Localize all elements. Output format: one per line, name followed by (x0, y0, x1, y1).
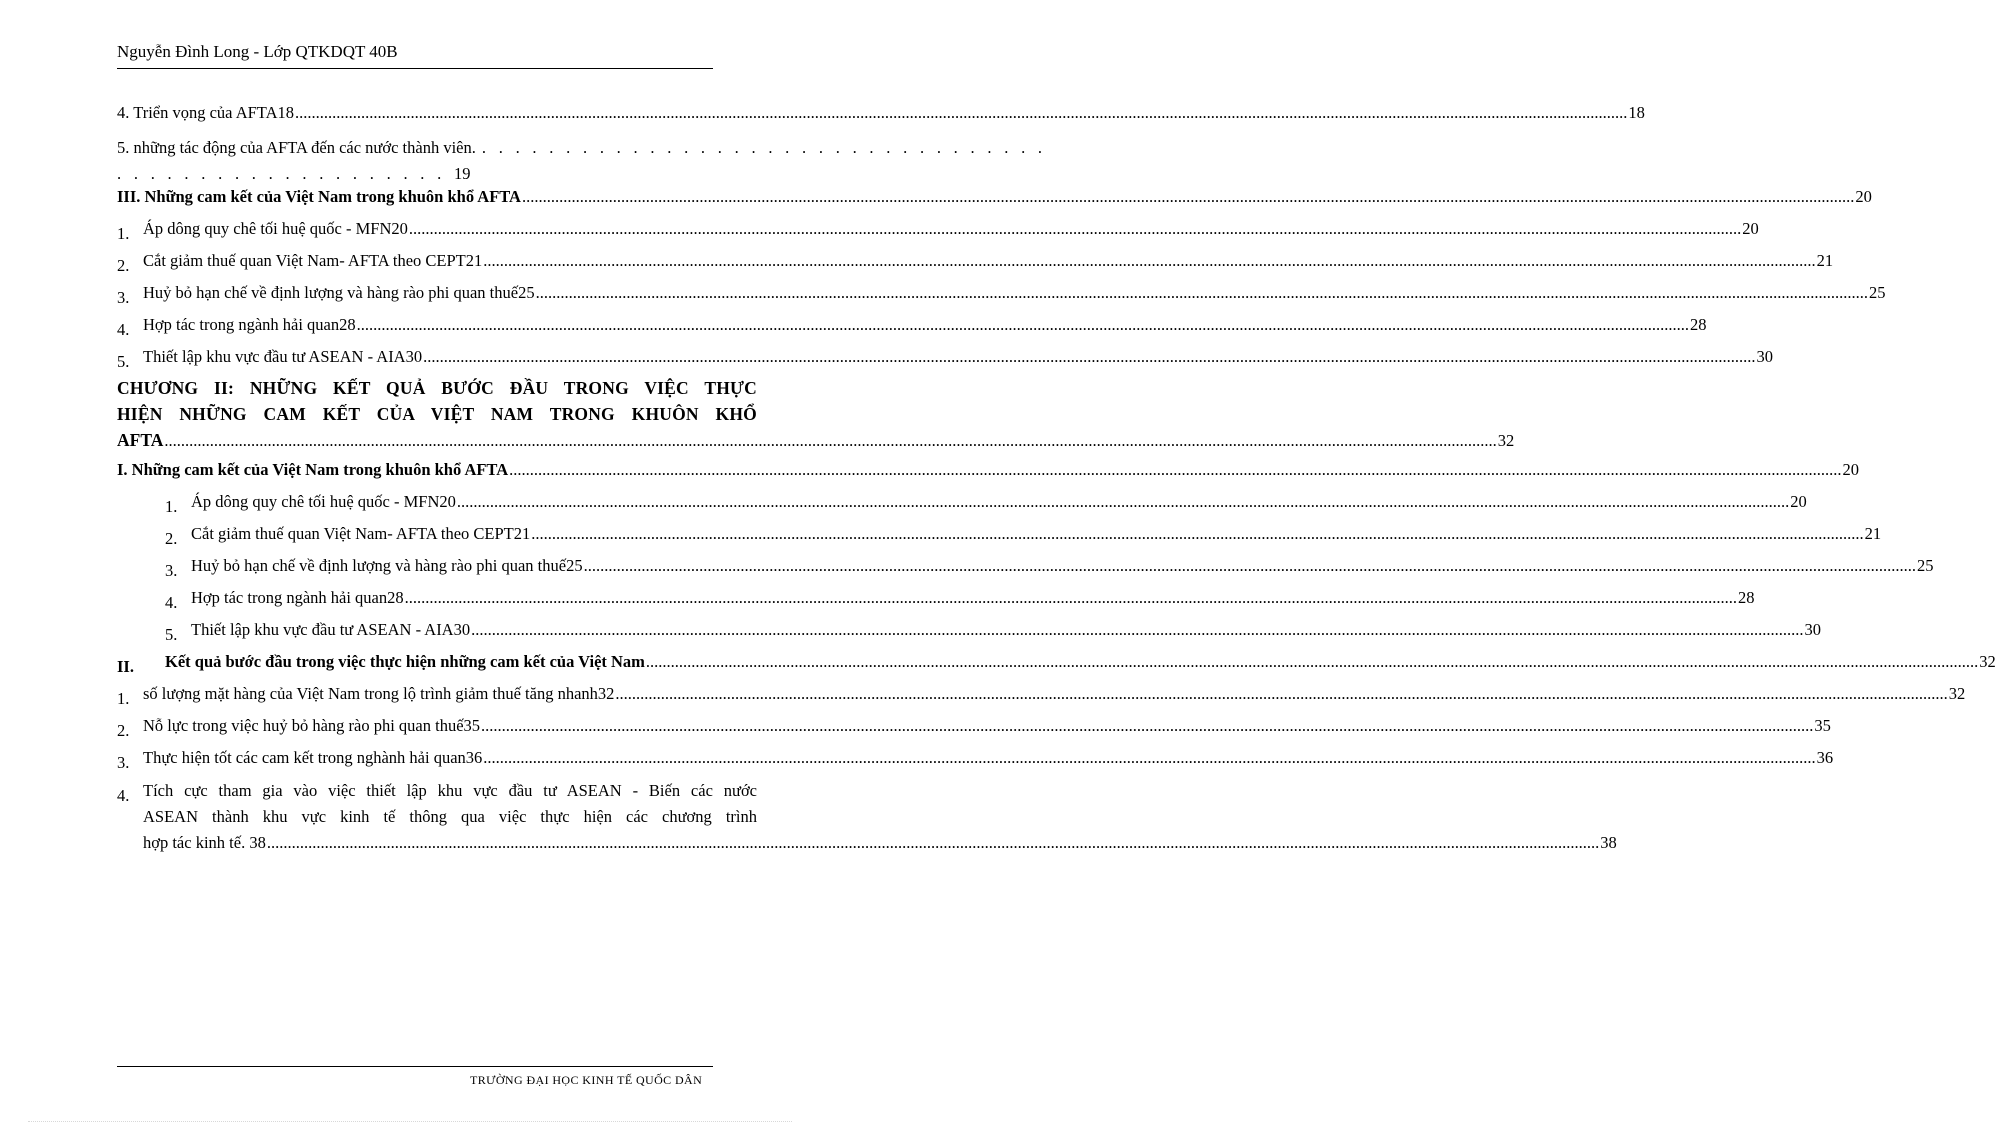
page-header: Nguyễn Đình Long - Lớp QTKDQT 40B (117, 42, 398, 61)
toc-section-heading[interactable]: I. Những cam kết của Việt Nam trong khuôn khổ AFTA ..... 20 (117, 460, 757, 492)
toc-entry[interactable]: 4. Hợp tác trong ngành hải quan28 ..... 28 (117, 315, 757, 347)
toc-entry[interactable]: 2. Nỗ lực trong việc huỷ bỏ hàng rào phi quan thuế35 ..... 35 (117, 716, 757, 748)
toc-entry[interactable]: 4. Tích cực tham gia vào việc thiết lập khu vực đầu tư ASEAN - Biến các nước ASEAN thành khu vực kinh tế thông qua việc thực hiện các chương trình hợp tác kinh tế. 38 ..... 38 (117, 778, 757, 856)
toc-entry[interactable]: 3. Huỷ bỏ hạn chế về định lượng và hàng rào phi quan thuế25 ..... 25 (117, 556, 757, 588)
toc-entry[interactable]: 2. Cắt giảm thuế quan Việt Nam- AFTA theo CEPT21 ..... 21 (117, 524, 757, 556)
toc-entry[interactable]: 4. Hợp tác trong ngành hải quan28 ..... 28 (117, 588, 757, 620)
toc-entry[interactable]: 5. những tác động của AFTA đến các nước thành viên. . . . . . . . . . . . . . . . . . . . . . . . . . . . . . . . . . . . . . . . . . . . . . . . . . . . . . . 19 (117, 138, 1047, 183)
toc-entry[interactable]: 1. Áp dông quy chê tối huệ quốc - MFN20 ..... 20 (117, 219, 757, 251)
toc-entry[interactable]: 1. số lượng mặt hàng của Việt Nam trong lộ trình giảm thuế tăng nhanh32 ..... 32 (117, 684, 757, 716)
toc-entry[interactable]: 4. Triển vọng của AFTA18 ..... 18 (117, 103, 757, 135)
footer-rule (117, 1066, 713, 1067)
toc-entry[interactable]: 2. Cắt giảm thuế quan Việt Nam- AFTA theo CEPT21 ..... 21 (117, 251, 757, 283)
toc-section-heading[interactable]: II. Kết quả bước đầu trong việc thực hiện những cam kết của Việt Nam ..... 32 (117, 652, 757, 684)
toc-entry[interactable]: 3. Thực hiện tốt các cam kết trong nghành hải quan36 ..... 36 (117, 748, 757, 778)
toc-entry[interactable]: 5. Thiết lập khu vực đầu tư ASEAN - AIA30 ..... 30 (117, 347, 757, 375)
toc-entry[interactable]: 3. Huỷ bỏ hạn chế về định lượng và hàng rào phi quan thuế25 ..... 25 (117, 283, 757, 315)
toc-entry[interactable]: 1. Áp dông quy chê tối huệ quốc - MFN20 ..... 20 (117, 492, 757, 524)
toc-entry[interactable]: 5. Thiết lập khu vực đầu tư ASEAN - AIA30 ..... 30 (117, 620, 757, 652)
page-footer: TRƯỜNG ĐẠI HỌC KINH TẾ QUỐC DÂN (470, 1073, 703, 1087)
table-of-contents (117, 103, 1996, 856)
toc-chapter-heading[interactable]: CHƯƠNG II: NHỮNG KẾT QUẢ BƯỚC ĐẦU TRONG VIỆC THỰC HIỆN NHỮNG CAM KẾT CỦA VIỆT NAM TRONG KHUÔN KHỔ AFTA ..... 32 (117, 375, 757, 460)
toc-section-heading[interactable]: III. Những cam kết của Việt Nam trong khuôn khổ AFTA ..... 20 (117, 187, 757, 219)
header-rule (117, 68, 713, 69)
page-edge (28, 1121, 792, 1122)
